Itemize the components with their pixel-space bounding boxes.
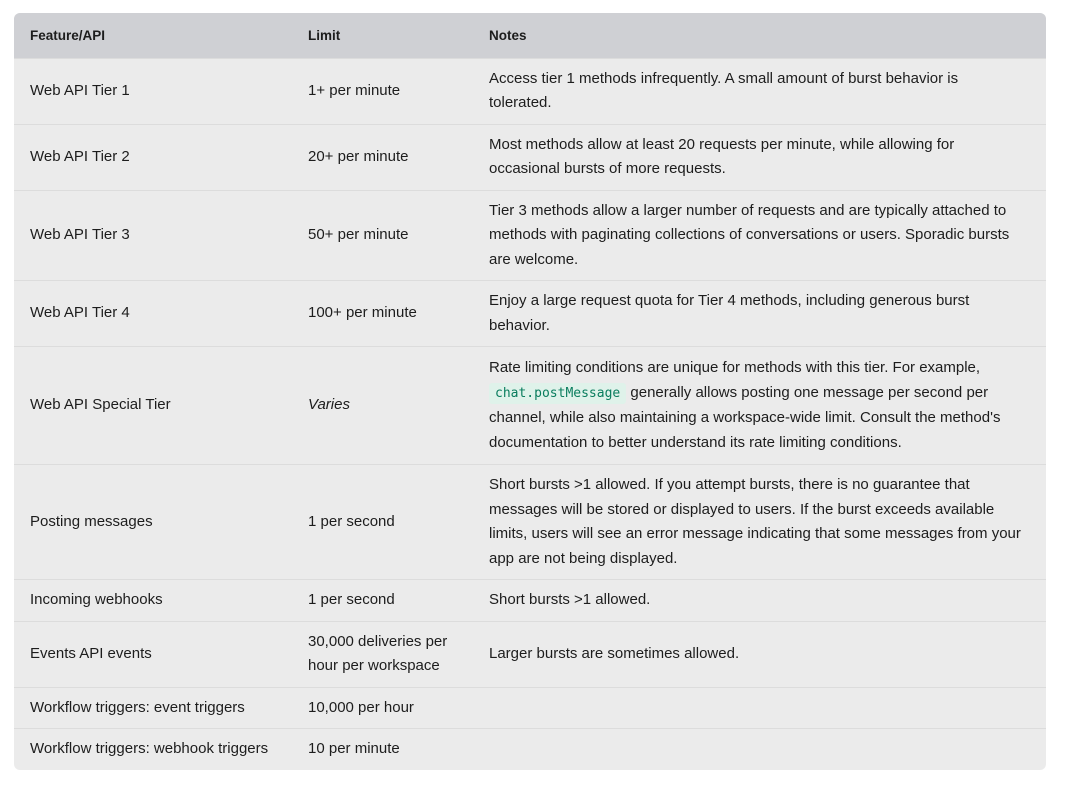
- table-row: [14, 190, 1046, 281]
- limit-cell: 1+ per minute: [308, 81, 401, 99]
- notes-cell: Most methods allow at least 20 requests per minute, while allowing for occasional bursts of more requests.: [489, 135, 955, 177]
- header-row: [14, 13, 1046, 58]
- notes-cell: [473, 729, 1046, 770]
- feature-cell: Workflow triggers: webhook triggers: [30, 740, 269, 757]
- notes-cell: Larger bursts are sometimes allowed.: [489, 644, 740, 662]
- inline-code: chat.postMessage: [489, 383, 626, 404]
- table-row: [14, 124, 1046, 190]
- limit-cell: 10,000 per hour: [308, 698, 414, 716]
- table-row: [14, 465, 1046, 580]
- feature-cell: Posting messages: [30, 512, 153, 530]
- table-body: [14, 58, 1046, 770]
- table-row: [14, 58, 1046, 124]
- feature-cell: Web API Tier 4: [30, 304, 130, 322]
- table-header: [14, 13, 1046, 58]
- feature-cell: Events API events: [30, 644, 152, 662]
- limit-cell: 20+ per minute: [308, 147, 409, 165]
- header-limit: Limit: [308, 27, 341, 43]
- notes-cell: Enjoy a large request quota for Tier 4 methods, including generous burst behavior.: [489, 292, 970, 334]
- notes-text: Rate limiting conditions are unique for methods with this tier. For example,: [489, 359, 981, 376]
- limit-cell: 10 per minute: [308, 740, 400, 757]
- feature-cell: Web API Tier 2: [30, 147, 130, 165]
- limit-cell: 1 per second: [308, 591, 395, 608]
- feature-cell: Web API Tier 3: [30, 226, 130, 243]
- feature-cell: Web API Tier 1: [30, 81, 130, 99]
- limit-cell: Varies: [308, 396, 350, 414]
- rate-limits-table: [14, 13, 1046, 770]
- notes-text: generally allows posting one message per second per channel, while also maintaining a workspace-wide limit. Consult the method's documentation to better understand its rate limiting conditions.: [489, 383, 1001, 451]
- limit-cell: 100+ per minute: [308, 304, 417, 322]
- feature-cell: Workflow triggers: event triggers: [30, 698, 245, 716]
- table-row: [14, 729, 1046, 770]
- header-notes: Notes: [489, 27, 527, 43]
- limit-cell: 50+ per minute: [308, 226, 409, 243]
- table-row: [14, 621, 1046, 687]
- notes-cell: [473, 687, 1046, 729]
- limit-cell: 1 per second: [308, 512, 395, 530]
- table-row: [14, 580, 1046, 622]
- feature-cell: Incoming webhooks: [30, 591, 163, 608]
- notes-cell: Access tier 1 methods infrequently. A small amount of burst behavior is tolerated.: [489, 69, 959, 111]
- limit-cell: 30,000 deliveries per hour per workspace: [308, 632, 448, 674]
- notes-cell: Short bursts >1 allowed. If you attempt bursts, there is no guarantee that messages will be stored or displayed to users. If the burst exceeds available limits, users will see an error message indicating that some messages from your app are not being displayed.: [489, 476, 1021, 567]
- header-feature: Feature/API: [30, 27, 106, 43]
- notes-cell: Tier 3 methods allow a larger number of requests and are typically attached to methods with paginating collections of conversations or users. Sporadic bursts are welcome.: [489, 201, 1010, 268]
- notes-cell: [473, 347, 1046, 465]
- table-row: [14, 347, 1046, 465]
- rate-limits-table-container: [14, 13, 1046, 770]
- notes-cell: Short bursts >1 allowed.: [489, 591, 651, 608]
- table-row: [14, 281, 1046, 347]
- feature-cell: Web API Special Tier: [30, 396, 171, 414]
- table-row: [14, 687, 1046, 729]
